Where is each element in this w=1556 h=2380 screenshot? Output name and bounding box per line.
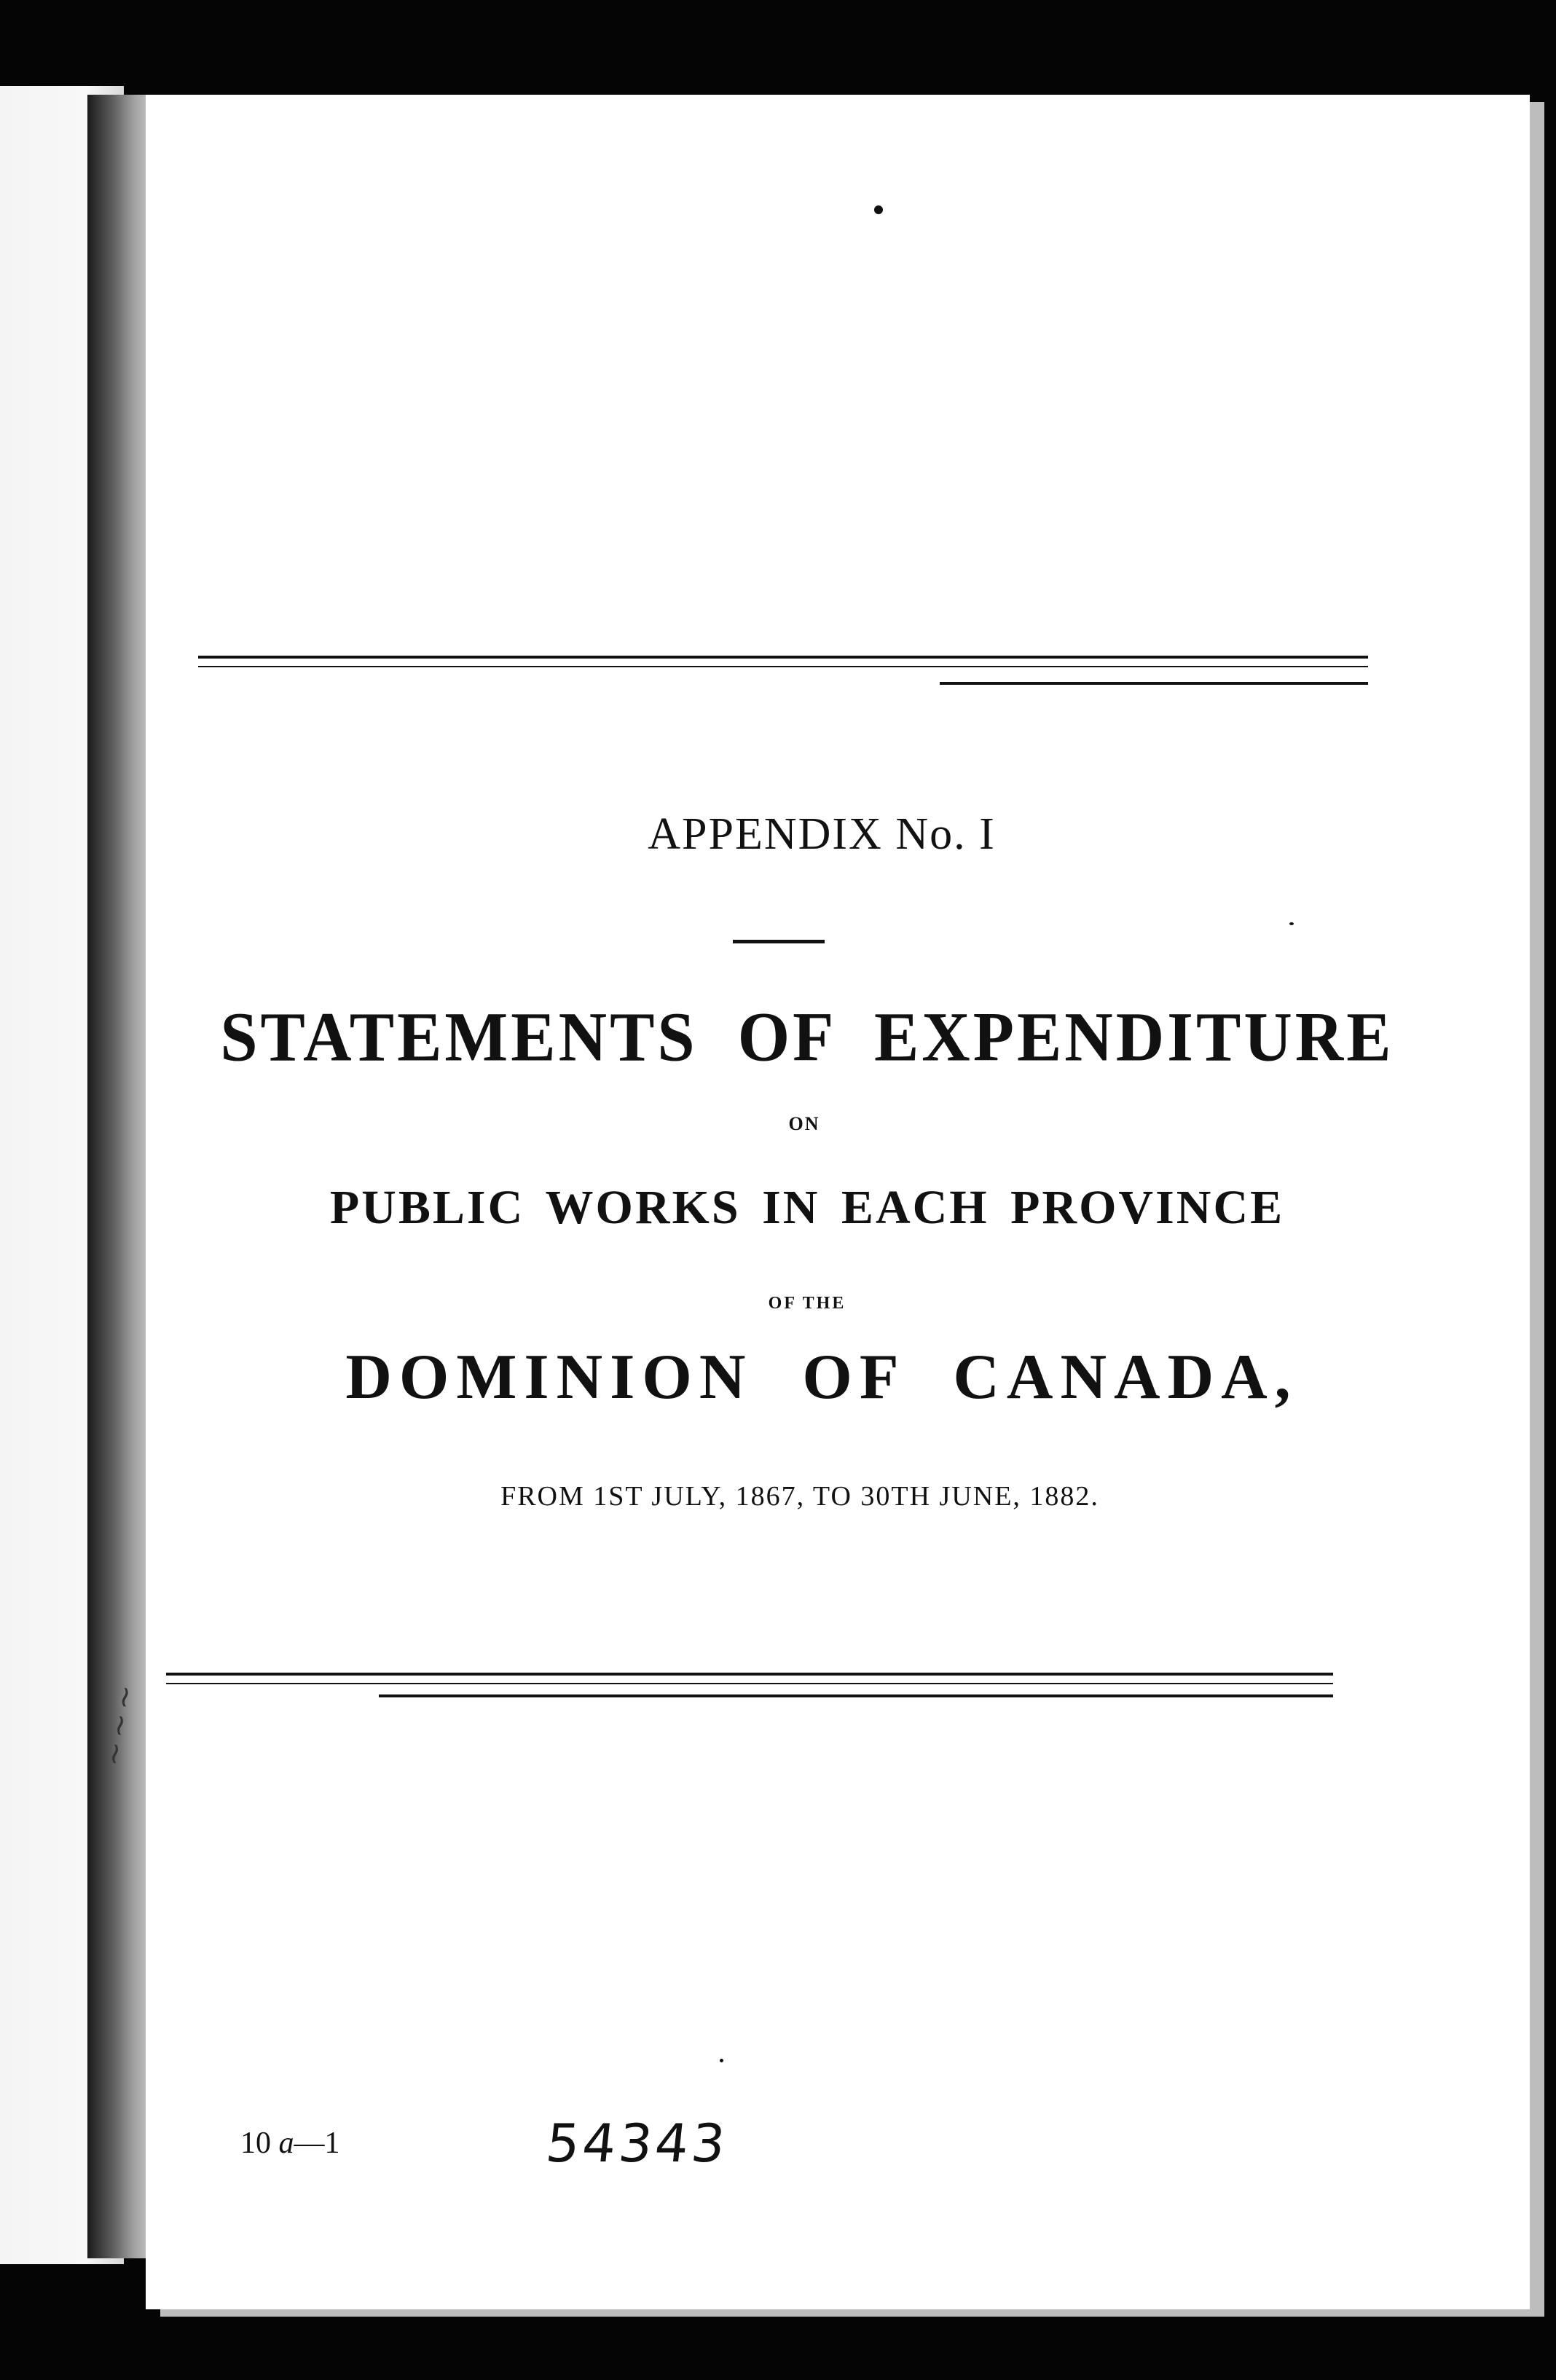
appendix-heading: APPENDIX No. I — [648, 809, 996, 859]
connector-on: ON — [788, 1113, 820, 1134]
speck — [1289, 922, 1294, 925]
document-title: STATEMENTS OF EXPENDITURE — [220, 997, 1394, 1076]
connector-of-the: OF THE — [768, 1294, 846, 1313]
top-rule-thin — [198, 666, 1368, 667]
top-rule-lower — [940, 682, 1368, 685]
dominion-heading: DOMINION OF CANADA, — [345, 1342, 1298, 1413]
bottom-rule-lower — [379, 1694, 1333, 1697]
signature-mark — [240, 2126, 340, 2161]
top-rule — [198, 656, 1368, 659]
date-range: FROM 1ST JULY, 1867, TO 30TH JUNE, 1882. — [500, 1481, 1099, 1512]
short-dash — [733, 940, 825, 943]
speck — [874, 205, 883, 214]
document-subtitle: PUBLIC WORKS IN EACH PROVINCE — [329, 1181, 1285, 1234]
signature-suffix: —1 — [294, 2126, 340, 2160]
bottom-rule — [166, 1673, 1333, 1676]
bottom-rule-thin — [166, 1683, 1333, 1684]
signature-number: 10 — [240, 2126, 271, 2160]
speck — [720, 2059, 723, 2062]
signature-letter: a — [278, 2126, 294, 2160]
handwritten-accession-number: 54343 — [543, 2113, 731, 2174]
